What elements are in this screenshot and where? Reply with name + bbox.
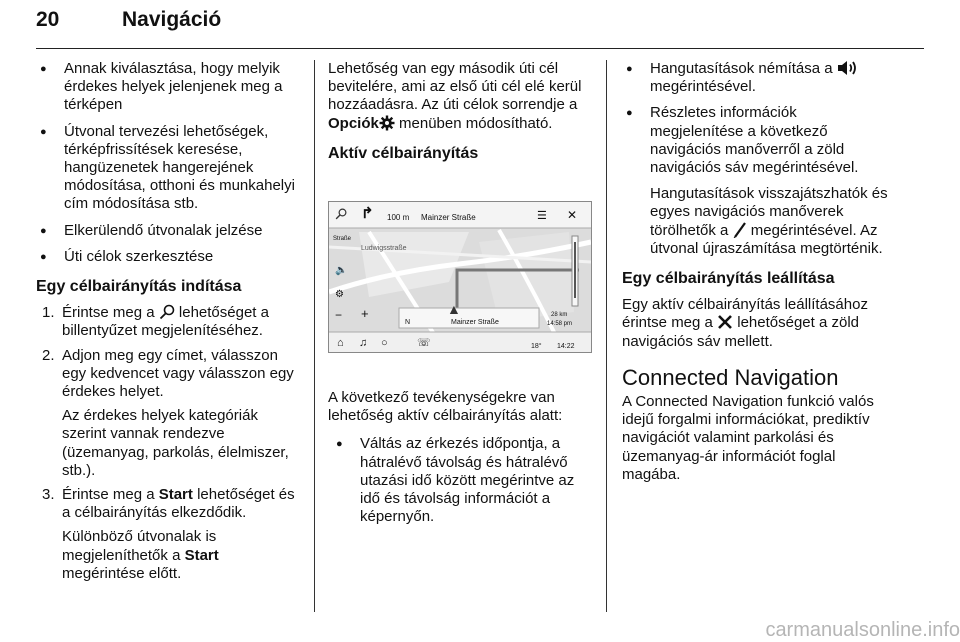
page-title: Navigáció [122,8,222,31]
paragraph: Lehetőség van egy második úti cél bevitelére, ami az első úti cél elé kerül hozzáadásra. Az úti célok sorrendje a Opciók menüben módosítható. [328,60,582,132]
close-icon [717,314,733,330]
search-icon [159,304,175,320]
eta-distance[interactable]: 28 km [551,312,568,319]
paragraph: A következő tevékenységekre van lehetőség aktív célbairányítás alatt: [328,389,563,425]
section-heading: Egy célbairányítás leállítása [622,270,835,288]
close-icon[interactable]: ✕ [567,208,578,223]
pencil-icon [733,222,747,238]
list-item: ● Annak kiválasztása, hogy melyik érdekes helyek jelenjenek meg a térképen [36,60,304,115]
list-item: ● Részletes információk megjelenítése a következő navigációs manőverről a zöld navigációs sáv megérintésével. [622,104,892,177]
current-street-label: Mainzer Straße [451,319,499,327]
column-3 [622,60,892,494]
list-item: ● Hangutasítások némítása a megérintésével. [622,60,892,96]
vehicle-position-icon: ▲ [447,301,461,318]
section-heading: Egy célbairányítás indítása [36,278,242,296]
column-divider [314,60,315,612]
column-divider [606,60,607,612]
step-1: 1. Érintse meg a lehetőséget a billentyűzet megjelenítéséhez. [42,304,269,340]
list-item: ● Elkerülendő útvonalak jelzése [36,222,304,240]
section-title: Connected Navigation [622,364,839,390]
eta-time[interactable]: 14:58 pm [547,321,573,328]
step-2: 2. Adjon meg egy címet, válasszon egy kedvencet vagy válasszon egy érdekes helyet. [42,346,294,401]
turn-arrow-icon: ↱ [361,205,374,223]
compass-label: N [405,319,411,327]
paragraph: A Connected Navigation funkció valós idejű forgalmi információkat, prediktív navigációt valamint parkolási és üzemanyag-ár információt foglal magába. [622,393,874,483]
street-label: Ludwigsstraße [361,245,407,253]
back-icon[interactable]: ○ [381,337,388,350]
phone-icon[interactable]: ☏ [417,337,431,350]
temperature-label: 18° [531,343,542,351]
column-1 [36,60,304,589]
page-number: 20 [36,8,60,31]
gear-icon [379,115,395,131]
volume-icon[interactable]: 🔈 [335,265,348,277]
zoom-in-icon[interactable]: + [361,306,369,322]
list-item: ● Váltás az érkezés időpontja, a hátralévő távolság és hátralévő utazási idő között megérintve az idő és távolság információt a képernyőn. [332,435,592,526]
navigation-screenshot [328,201,592,353]
search-icon[interactable] [335,208,347,220]
list-item-note: Hangutasítások visszajátszhatók és egyes navigációs manőverek törölhetők a megérintésével. Az útvonal újraszámítása megtörténik. [650,185,888,257]
column-2 [328,60,592,534]
clock-label: 14:22 [557,343,575,351]
street-label: Straße [333,236,352,243]
watermark: carmanualsonline.info [765,619,960,641]
music-icon[interactable]: ♫ [359,337,368,350]
step-3: 3. Érintse meg a Start lehetőséget és a célbairányítás elkezdődik. [42,486,295,522]
list-item: ● Úti célok szerkesztése [36,248,304,266]
speaker-icon [837,60,859,76]
next-street-label: Mainzer Straße [421,213,476,223]
home-icon[interactable]: ⌂ [337,337,344,350]
section-heading: Aktív célbairányítás [328,144,479,162]
paragraph: Egy aktív célbairányítás leállításához érintse meg a lehetőséget a zöld navigációs sáv mellett. [622,296,868,350]
list-item: ● Útvonal tervezési lehetőségek, térképfrissítések keresése, hangüzenetek hangerejének módosítása, otthoni és munkahelyi cím módosítása stb. [36,123,304,214]
list-icon[interactable]: ☰ [537,210,547,223]
zoom-out-icon[interactable]: − [335,308,343,323]
step-2-note: Az érdekes helyek kategóriák szerint vannak rendezve (üzemanyag, parkolás, élelmiszer, stb.). [62,407,289,479]
gear-icon[interactable]: ⚙ [335,289,344,301]
distance-label: 100 m [387,213,410,223]
page-header [36,8,924,49]
step-3-note: Különböző útvonalak is megjeleníthetők a Start megérintése előtt. [62,528,219,582]
